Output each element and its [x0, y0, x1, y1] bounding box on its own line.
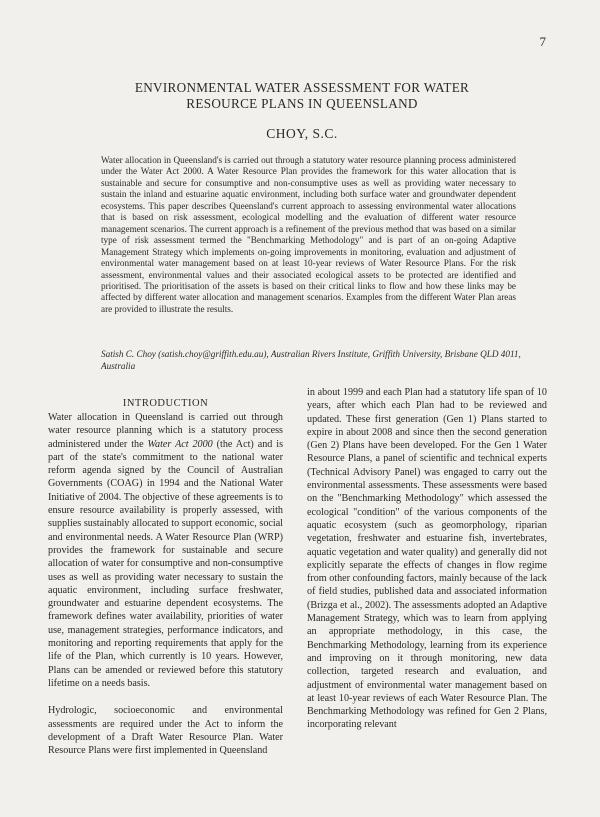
affiliation: Satish C. Choy (satish.choy@griffith.edu.au), Australian Rivers Institute, Griffith University, Brisbane QLD 4011, Australia: [101, 349, 521, 371]
author: CHOY, S.C.: [266, 126, 338, 141]
left-column: [48, 398, 283, 757]
intro-paragraph-1-rest: (the Act) and is part of the state's commitment to the national water reform agenda signed by the Council of Australian Governments (COAG) in 1994 and the National Water Initiative of 2004. The objective of these agreements is to ensure resource availability is properly assessed, with supplies sustainably allocated to support economic, social and environmental needs. A Water Resource Plan (WRP) provides the framework for sustainable and secure allocation of water for consumptive and non-consumptive uses as well as providing water necessary to sustain the aquatic environment, including surface freshwater, groundwater and estuarine dependent ecosystems. The framework defines water availability, priorities of water use, management strategies, performance indicators, and monitoring and reporting requirements that apply for the life of the Plan, which currently is 10 years. However, Plans can be amended or reviewed before this statutory lifetime on a needs basis.: [48, 438, 284, 689]
intro-paragraph-3: in about 1999 and each Plan had a statutory life span of 10 years, after which each Plan had to be reviewed and updated. These first generation (Gen 1) Plans started to expire in about 2008 and since then the second generation (Gen 2) Plans have been developed. For the Gen 1 Water Resource Plans, a panel of scientific and technical experts (Technical Advisory Panel) was engaged to carry out the environmental assessments. These assessments were based on the "Benchmarking Methodology" which assessed the ecological "condition" of the various components of the aquatic ecosystem (such as geomorphology, riparian vegetation, freshwater and estuarine fish, invertebrates, aquatic vegetation and water quality) and generally did not explicitly separate the effects of changes in flow regime from other confounding factors, mainly because of the lack of field studies, published data and associated information (Brizga et al., 2002). The assessments adopted an Adaptive Management Strategy, which was to learn from applying an appropriate methodology, in this case, the Benchmarking Methodology, learning from its experience and improving on it through monitoring, new data collection, targeted research and evaluation, and adjustment of environmental water management based on at least 10-year reviews of each Water Resource Plan. The Benchmarking Methodology was refined for Gen 2 Plans, incorporating relevant: [307, 387, 547, 731]
section-heading: INTRODUCTION: [122, 398, 209, 409]
intro-paragraph-1-start: Water allocation in Queensland is carried out through water resource planning which is a statutory process administered under the: [48, 412, 283, 450]
title-line-1: ENVIRONMENTAL WATER ASSESSMENT FOR WATER: [134, 80, 470, 95]
abstract: Water allocation in Queensland's is carried out through a statutory water resource planning process administered under the Water Act 2000. A Water Resource Plan provides the framework for this water allocation that is sustainable and secure for consumptive and non-consumptive uses as well as providing water necessary to sustain the inland and estuarine aquatic environment, including both surface water and groundwater dependent ecosystems. This paper describes Queensland's current approach to assessing environmental water allocations that is based on risk assessment, ecological modelling and the evaluation of different water resource management scenarios. The current approach is a refinement of the previous method that was based on a similar type of risk assessment termed the "Benchmarking Methodology" and is part of an on-going Adaptive Management Strategy which implements on-going improvements in monitoring, evaluation and adjustment of environmental water management based on at least 10-year reviews of Water Resource Plans. For the risk assessment, environmental values and their associated ecological assets to be protected are identified and prioritised. The prioritisation of the assets is based on their critical links to flow and how these links may be affected by different water allocation and management scenarios. Examples from the different Water Plan areas are provided to illustrate the results.: [101, 155, 516, 314]
intro-paragraph-1: [48, 411, 283, 690]
paper-title: [60, 80, 544, 112]
right-column: [307, 386, 547, 732]
act-title: Water Act 2000: [147, 438, 213, 450]
intro-paragraph-2: Hydrologic, socioeconomic and environmental assessments are required under the Act to inform the development of a Draft Water Resource Plan. Water Resource Plans were first implemented in Queensland: [48, 705, 283, 757]
page-number: 7: [539, 34, 546, 49]
title-line-2: RESOURCE PLANS IN QUEENSLAND: [186, 96, 418, 111]
